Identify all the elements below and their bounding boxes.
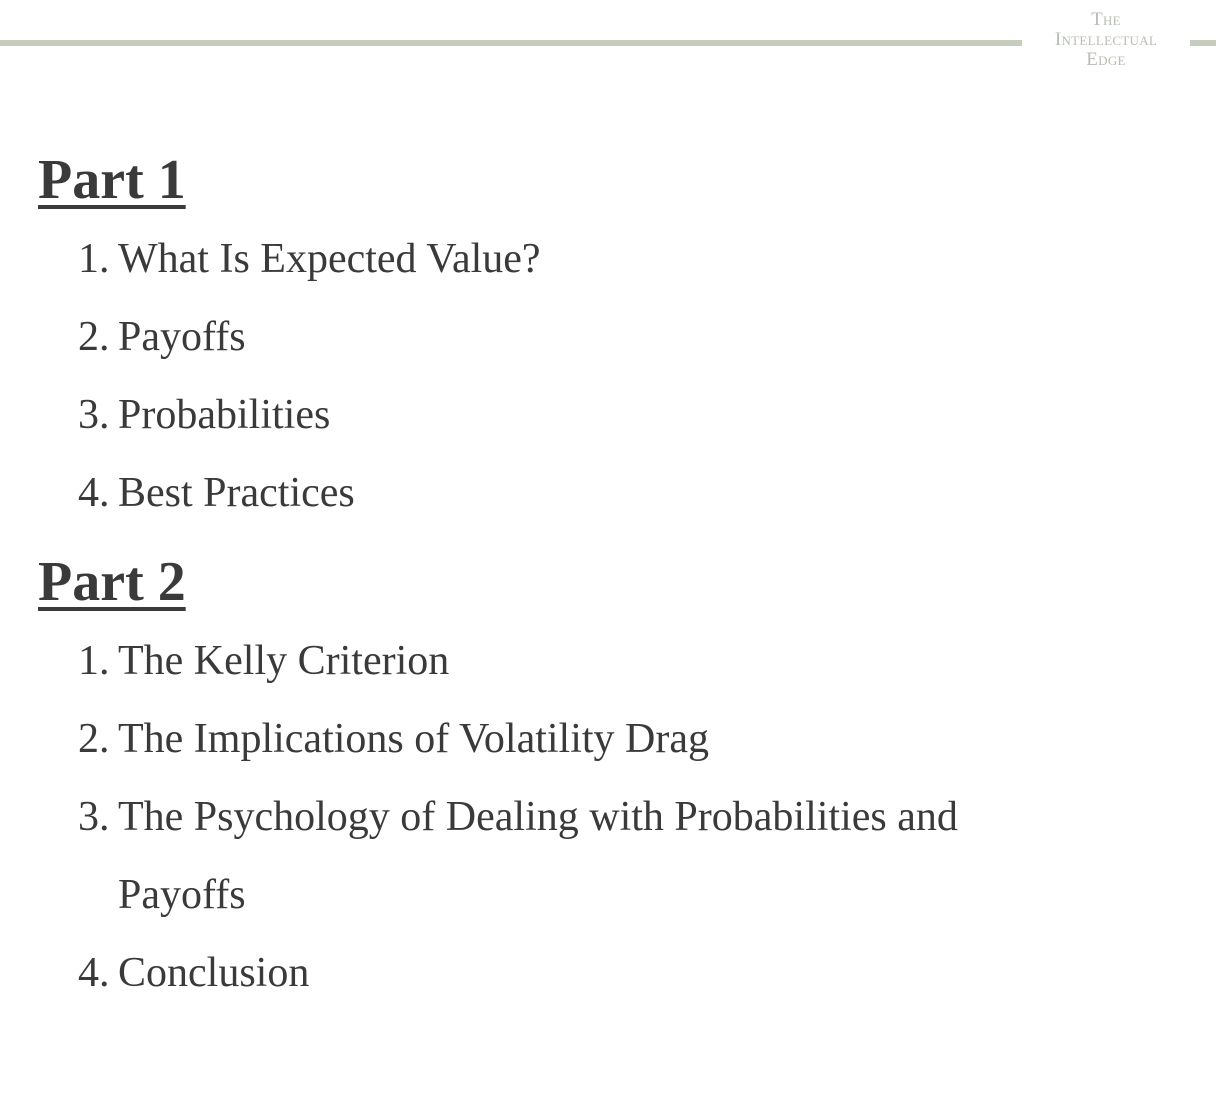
item-text: Best Practices (118, 470, 355, 516)
outline-item (38, 934, 1038, 1012)
item-text: Probabilities (118, 392, 331, 438)
header-rule (0, 40, 1022, 46)
section-heading-part-2: Part 2 (38, 551, 186, 613)
item-text: What Is Expected Value? (118, 236, 541, 282)
item-number: 1. (78, 236, 110, 282)
item-text: The Kelly Criterion (118, 638, 450, 684)
item-text: Payoffs (118, 314, 246, 360)
item-number: 3. (78, 392, 110, 438)
item-number: 2. (78, 314, 110, 360)
item-number: 2. (78, 716, 110, 762)
item-text: The Implications of Volatility Drag (118, 716, 710, 762)
logo-line: Edge (1086, 49, 1126, 70)
item-text: Conclusion (118, 950, 310, 996)
part-1-outline (38, 220, 1158, 532)
section-heading-part-1: Part 1 (38, 149, 186, 211)
outline-item (38, 376, 1038, 454)
item-number: 4. (78, 470, 110, 516)
outline-item (38, 220, 1038, 298)
logo-line: The (1091, 9, 1121, 30)
item-text: The Psychology of Dealing with Probabilities and Payoffs (118, 794, 958, 918)
item-number: 4. (78, 950, 110, 996)
slide-content (38, 140, 1158, 1012)
outline-item (38, 778, 1038, 934)
outline-item (38, 454, 1038, 532)
item-number: 3. (78, 794, 110, 840)
part-2-outline (38, 622, 1158, 1012)
outline-item (38, 700, 1038, 778)
logo-line: Intellectual (1054, 29, 1158, 50)
item-number: 1. (78, 638, 110, 684)
intellectual-edge-logo (1022, 10, 1190, 70)
outline-item (38, 298, 1038, 376)
outline-item (38, 622, 1038, 700)
header-rule-end (1190, 40, 1216, 46)
